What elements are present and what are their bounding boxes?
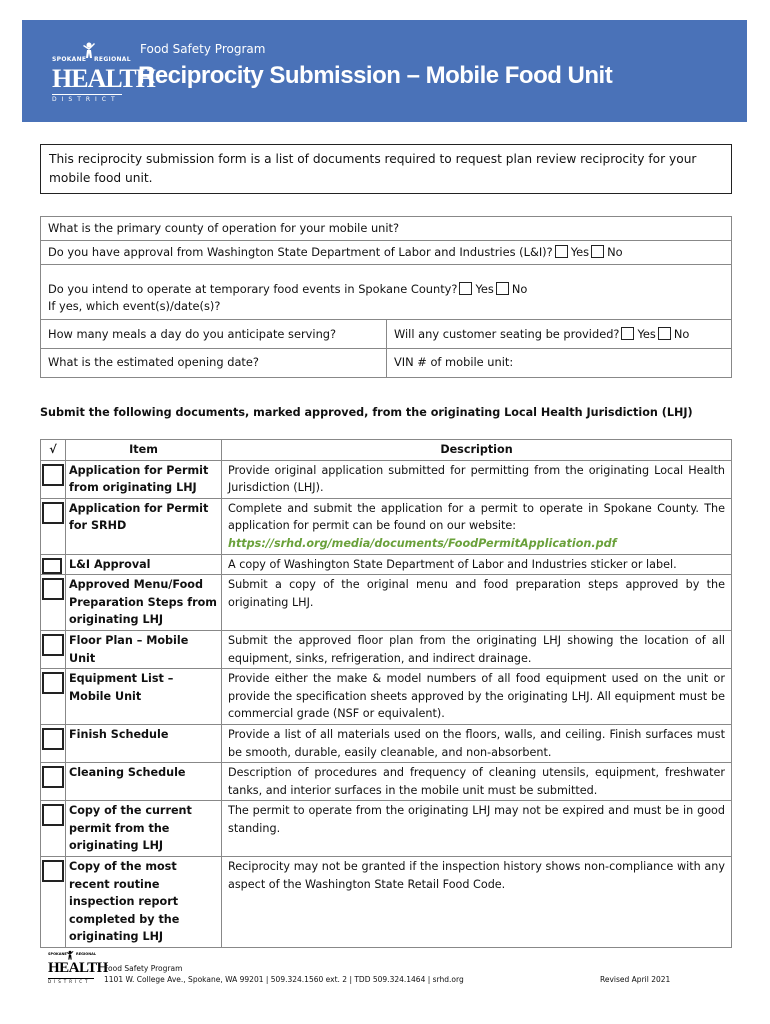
footer-program: Food Safety Program [104, 964, 183, 973]
table-row [41, 630, 732, 668]
table-row [41, 801, 732, 857]
permit-application-link[interactable]: https://srhd.org/media/documents/FoodPermitApplication.pdf [228, 536, 617, 550]
item-description: Description of procedures and frequency of cleaning utensils, equipment, freshwater tanks, and interior surfaces in the mobile unit must be submitted. [222, 763, 732, 801]
lni-no-label: No [607, 245, 623, 259]
lni-no-checkbox[interactable] [591, 245, 604, 258]
item-name: Cleaning Schedule [66, 763, 222, 801]
check-column-header: √ [41, 440, 66, 461]
lni-yes-checkbox[interactable] [555, 245, 568, 258]
footer-address: 1101 W. College Ave., Spokane, WA 99201 | 509.324.1560 ext. 2 | TDD 509.324.1464 | srhd.org [104, 975, 464, 984]
logo-district: DISTRICT [52, 94, 122, 103]
vin-question: VIN # of mobile unit: [394, 355, 514, 369]
program-name: Food Safety Program [140, 42, 266, 56]
document-checkbox[interactable] [42, 558, 62, 574]
temp-events-yes-checkbox[interactable] [459, 282, 472, 295]
opening-date-question: What is the estimated opening date? [48, 355, 259, 369]
item-name: L&I Approval [66, 554, 222, 575]
table-row [41, 669, 732, 725]
info-table [40, 216, 732, 378]
opening-date-field[interactable] [41, 349, 387, 378]
seating-yes-checkbox[interactable] [621, 327, 634, 340]
footer-logo-spokane: SPOKANE [48, 952, 67, 956]
logo-regional: REGIONAL [94, 56, 131, 63]
temp-events-yes-label: Yes [475, 282, 494, 296]
item-name: Floor Plan – Mobile Unit [66, 630, 222, 668]
document-checkbox[interactable] [42, 502, 64, 524]
description-column-header: Description [222, 440, 732, 461]
footer [48, 950, 728, 990]
srhd-logo [52, 42, 155, 104]
temp-events-question: Do you intend to operate at temporary food events in Spokane County? [48, 282, 458, 296]
footer-logo-district: DISTRICT [48, 978, 94, 984]
logo-spokane: SPOKANE [52, 56, 87, 63]
temp-events-field[interactable] [41, 265, 732, 320]
document-checkbox[interactable] [42, 672, 64, 694]
submit-heading: Submit the following documents, marked approved, from the originating Local Health Jurisdiction (LHJ) [40, 406, 693, 419]
item-name: Copy of the most recent routine inspection report completed by the originating LHJ [66, 857, 222, 948]
item-description: A copy of Washington State Department of Labor and Industries sticker or label. [222, 554, 732, 575]
footer-revised: Revised April 2021 [600, 975, 671, 984]
temp-events-followup: If yes, which event(s)/date(s)? [48, 299, 221, 313]
intro-text: This reciprocity submission form is a list of documents required to request plan review reciprocity for your mobile food unit. [40, 144, 732, 194]
vin-field[interactable] [387, 349, 732, 378]
item-description: Provide a list of all materials used on the floors, walls, and ceiling. Finish surfaces must be smooth, durable, easily cleanable, and non-absorbent. [222, 724, 732, 762]
county-question: What is the primary county of operation for your mobile unit? [48, 221, 400, 235]
logo-health: HEALTH [52, 64, 155, 93]
item-name: Approved Menu/Food Preparation Steps from originating LHJ [66, 575, 222, 631]
lni-question: Do you have approval from Washington State Department of Labor and Industries (L&I)? [48, 245, 553, 259]
footer-logo-health: HEALTH [48, 960, 108, 976]
temp-events-no-label: No [511, 282, 528, 296]
table-row [41, 554, 732, 575]
meals-field[interactable] [41, 320, 387, 349]
document-checkbox[interactable] [42, 860, 64, 882]
page-title: Reciprocity Submission – Mobile Food Unit [138, 62, 613, 89]
document-checkbox[interactable] [42, 634, 64, 656]
table-row [41, 724, 732, 762]
footer-logo-regional: REGIONAL [76, 952, 97, 956]
item-name: Copy of the current permit from the originating LHJ [66, 801, 222, 857]
table-row [41, 857, 732, 948]
item-name: Application for Permit from originating LHJ [66, 460, 222, 498]
footer-person-icon [66, 950, 74, 960]
item-name: Finish Schedule [66, 724, 222, 762]
item-description-with-link [222, 498, 732, 554]
item-description: Provide original application submitted for permitting from the originating Local Health Jurisdiction (LHJ). [222, 460, 732, 498]
item-description: The permit to operate from the originating LHJ may not be expired and must be in good standing. [222, 801, 732, 857]
item-description: Complete and submit the application for a permit to operate in Spokane County. The application for permit can be found on our website: [228, 501, 725, 533]
document-checkbox[interactable] [42, 464, 64, 486]
item-description: Provide either the make & model numbers of all food equipment used on the unit or provide the specification sheets approved by the originating LHJ. All equipment must be commercial grade (NSF or equivalent). [222, 669, 732, 725]
item-column-header: Item [66, 440, 222, 461]
county-field[interactable] [41, 217, 732, 241]
seating-no-checkbox[interactable] [658, 327, 671, 340]
lni-yes-label: Yes [570, 245, 590, 259]
documents-table [40, 439, 732, 948]
document-checkbox[interactable] [42, 578, 64, 600]
table-row [41, 763, 732, 801]
item-name: Equipment List – Mobile Unit [66, 669, 222, 725]
temp-events-no-checkbox[interactable] [496, 282, 509, 295]
document-checkbox[interactable] [42, 728, 64, 750]
item-description: Submit a copy of the original menu and food preparation steps approved by the originating LHJ. [222, 575, 732, 631]
meals-question: How many meals a day do you anticipate serving? [48, 327, 337, 341]
seating-yes-label: Yes [637, 327, 656, 341]
item-description: Reciprocity may not be granted if the inspection history shows non-compliance with any aspect of the Washington State Retail Food Code. [222, 857, 732, 948]
seating-field [387, 320, 732, 349]
document-checkbox[interactable] [42, 766, 64, 788]
item-description: Submit the approved floor plan from the originating LHJ showing the location of all equipment, sinks, refrigeration, and indirect drainage. [222, 630, 732, 668]
lni-field [41, 241, 732, 265]
table-row [41, 460, 732, 498]
header-banner [22, 20, 747, 122]
table-row [41, 498, 732, 554]
footer-srhd-logo [48, 950, 108, 986]
document-checkbox[interactable] [42, 804, 64, 826]
table-row [41, 575, 732, 631]
seating-no-label: No [673, 327, 690, 341]
item-name: Application for Permit for SRHD [66, 498, 222, 554]
seating-question: Will any customer seating be provided? [394, 327, 620, 341]
